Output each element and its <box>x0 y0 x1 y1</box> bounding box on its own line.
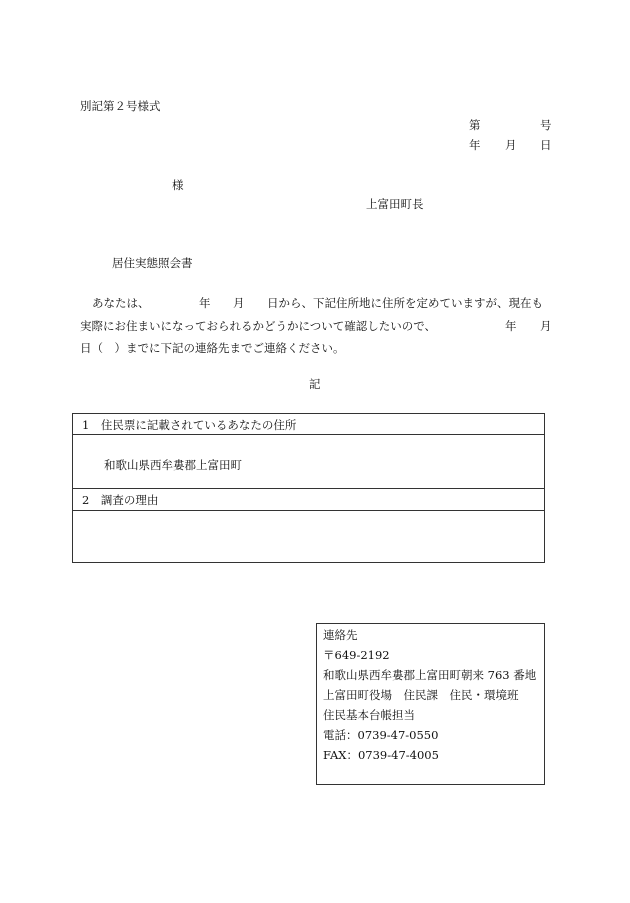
section1-header <box>73 414 544 435</box>
info-table <box>72 413 545 563</box>
body-line2-year: 年 <box>505 319 517 333</box>
section2-heading: 2 調査の理由 <box>82 493 159 507</box>
section1-heading: 1 住民票に記載されているあなたの住所 <box>82 418 297 432</box>
body-line1-rest: 日から、下記住所地に住所を定めていますが、現在も <box>267 296 543 310</box>
body-line1-month: 月 <box>233 296 245 310</box>
section1-value: 和歌山県西牟婁郡上富田町 <box>104 458 242 472</box>
date-month: 月 <box>505 138 517 152</box>
ki-heading: 記 <box>309 377 321 391</box>
body-line2-text: 実際にお住まいになっておられるかどうかについて確認したいので、 <box>80 319 437 333</box>
contact-title: 連絡先 <box>323 628 358 642</box>
contact-phone: 電話：0739-47-0550 <box>323 728 439 742</box>
sender: 上富田町長 <box>366 197 424 211</box>
contact-box <box>316 623 545 785</box>
contact-office: 上富田町役場 住民課 住民・環境班 <box>323 688 519 702</box>
form-label: 別記第２号様式 <box>80 99 161 113</box>
body-line3: 日（ ）までに下記の連絡先までご連絡ください。 <box>80 341 345 355</box>
number-dai: 第 <box>469 118 481 132</box>
date-day: 日 <box>540 138 552 152</box>
contact-fax: FAX：0739-47-4005 <box>323 748 439 762</box>
recipient-sama: 様 <box>172 178 184 192</box>
number-go: 号 <box>540 118 552 132</box>
body-line1-year: 年 <box>199 296 211 310</box>
body-line1-lead: あなたは、 <box>92 296 150 310</box>
contact-staff: 住民基本台帳担当 <box>323 708 415 722</box>
contact-address: 和歌山県西牟婁郡上富田町朝来 763 番地 <box>323 668 537 682</box>
section2-header <box>73 488 544 511</box>
document-title: 居住実態照会書 <box>112 256 193 270</box>
contact-postal: 〒649-2192 <box>323 648 390 662</box>
date-year: 年 <box>469 138 481 152</box>
body-line2-month: 月 <box>540 319 552 333</box>
